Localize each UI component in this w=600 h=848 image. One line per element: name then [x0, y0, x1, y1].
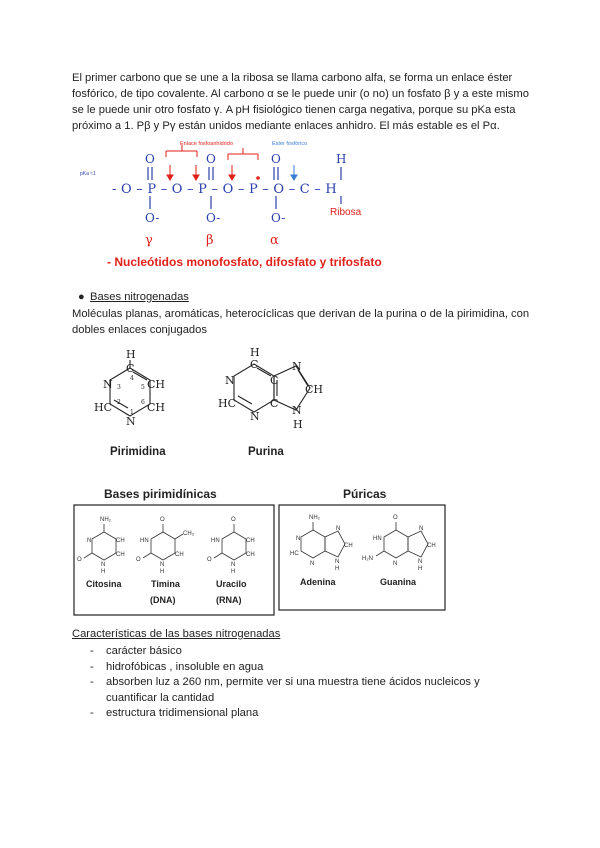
svg-text:H: H	[418, 566, 423, 572]
svg-text:CH: CH	[246, 538, 255, 544]
svg-text:N: N	[296, 536, 301, 542]
list-item: - absorben luz a 260 nm, permite ver si una muestra tiene ácidos nucleicos y cuantificar la cantidad	[90, 676, 480, 704]
svg-text:HC: HC	[94, 401, 113, 414]
svg-text:N: N	[250, 410, 260, 423]
svg-text:N: N	[292, 360, 302, 373]
svg-text:H: H	[126, 348, 136, 361]
nucleotides-caption: - Nucleótidos monofosfato, difosfato y trifosfato	[107, 255, 382, 269]
svg-text:4: 4	[130, 375, 134, 382]
svg-text:N: N	[101, 562, 106, 568]
timina-atoms	[136, 517, 195, 575]
list-item: - estructura tridimensional plana	[90, 707, 259, 719]
timina-note: (DNA)	[150, 595, 176, 605]
svg-text:H: H	[160, 569, 165, 575]
svg-text:CH: CH	[344, 543, 353, 549]
gamma-label: γ	[145, 233, 153, 248]
pirimidina-label: Pirimidina	[110, 446, 166, 458]
svg-text:CH: CH	[147, 401, 166, 414]
pka-label: pKa ≈1	[80, 171, 96, 177]
oxygen-bottom-gamma: O-	[145, 211, 160, 225]
timina-label: Timina	[151, 579, 180, 589]
ester-label: Ester fosfórico	[272, 141, 308, 147]
oxygen-top-gamma: O	[145, 152, 155, 166]
svg-text:2: 2	[117, 399, 121, 406]
adenina-label: Adenina	[300, 577, 336, 587]
chain-text: -O–P–O–P–O–P–O–C–H	[112, 182, 342, 197]
svg-text:NH₂: NH₂	[309, 515, 320, 521]
svg-text:N: N	[393, 561, 398, 567]
list-item: - hidrofóbicas , insoluble en agua	[90, 660, 264, 673]
svg-text:CH: CH	[175, 552, 184, 558]
svg-text:C: C	[250, 358, 259, 371]
uracilo-note: (RNA)	[216, 595, 242, 605]
pyrimidine-bases-title: Bases pirimidínicas	[104, 487, 217, 501]
svg-text:O: O	[77, 557, 82, 563]
bases-description: Moléculas planas, aromáticas, heterocíclicas que derivan de la purina o de la pirimidina, con dobles enlaces conjugados	[72, 308, 530, 336]
svg-text:5: 5	[141, 384, 145, 391]
svg-text:H: H	[293, 418, 303, 431]
svg-text:O: O	[136, 557, 141, 563]
svg-text:HC: HC	[290, 551, 299, 557]
svg-text:HN: HN	[140, 538, 149, 544]
svg-text:N: N	[419, 526, 424, 532]
svg-text:HN: HN	[211, 538, 220, 544]
hydrogen-top: H	[336, 152, 347, 166]
svg-text:N: N	[225, 374, 235, 387]
anhydride-label: Enlace fosfoanhidrido	[180, 141, 233, 147]
svg-text:H: H	[335, 566, 340, 572]
alpha-label: α	[270, 233, 279, 248]
svg-text:CH: CH	[427, 543, 436, 549]
oxygen-bottom-beta: O-	[206, 211, 221, 225]
svg-text:O: O	[160, 517, 165, 523]
svg-text:N: N	[418, 559, 423, 565]
uracilo-label: Uracilo	[216, 579, 247, 589]
svg-text:CH: CH	[147, 378, 166, 391]
svg-text:1: 1	[130, 409, 134, 416]
oxygen-bottom-alpha: O-	[271, 211, 286, 225]
svg-text:N: N	[87, 538, 92, 544]
svg-text:N: N	[160, 562, 165, 568]
svg-text:H: H	[250, 346, 260, 359]
adenina-atoms	[290, 515, 353, 572]
ribose-label: Ribosa	[330, 207, 362, 218]
characteristics-list	[72, 644, 532, 722]
purine-bases-title: Púricas	[343, 487, 387, 501]
bases-title: Bases nitrogenadas	[90, 291, 189, 303]
svg-text:N: N	[231, 562, 236, 568]
guanina-atoms	[362, 515, 436, 572]
svg-text:C: C	[126, 362, 135, 375]
svg-text:O: O	[393, 515, 398, 521]
svg-text:CH: CH	[246, 552, 255, 558]
svg-text:NH₂: NH₂	[100, 517, 111, 523]
svg-text:CH: CH	[116, 538, 125, 544]
svg-text:HN: HN	[373, 536, 382, 542]
svg-text:O: O	[207, 557, 212, 563]
svg-text:N: N	[336, 526, 341, 532]
characteristics-title: Características de las bases nitrogenadas	[72, 628, 281, 640]
svg-text:N: N	[335, 559, 340, 565]
uracilo-atoms	[207, 517, 255, 575]
svg-text:3: 3	[117, 384, 121, 391]
bullet-dot: ●	[78, 291, 85, 303]
intro-paragraph: El primer carbono que se une a la ribosa se llama carbono alfa, se forma un enlace éster fosfórico, de tipo covalente. Al carbono α se le puede unir (o no) un fosfato β y a este mismo se le puede unir otro fosfato γ. A pH fisiológico tienen carga negativa, porque su pKa esta próximo a 1. Pβ y Pγ están unidos mediante enlaces anhidro. El más estable es el Pα.	[72, 72, 529, 132]
purina-label: Purina	[248, 446, 284, 458]
svg-text:N: N	[310, 561, 315, 567]
svg-text:CH: CH	[305, 383, 324, 396]
svg-text:H: H	[101, 569, 106, 575]
citosina-label: Citosina	[86, 579, 122, 589]
svg-text:N: N	[126, 415, 136, 428]
svg-text:6: 6	[141, 399, 145, 406]
guanina-label: Guanina	[380, 577, 417, 587]
svg-text:H₂N: H₂N	[362, 556, 373, 562]
svg-text:C: C	[270, 397, 279, 410]
list-item: - carácter básico	[90, 645, 182, 657]
svg-text:O: O	[231, 517, 236, 523]
svg-text:HC: HC	[218, 397, 237, 410]
svg-text:CH: CH	[116, 552, 125, 558]
svg-text:N: N	[103, 378, 113, 391]
oxygen-top-beta: O	[206, 152, 216, 166]
svg-text:CH₃: CH₃	[183, 531, 195, 537]
oxygen-top-alpha: O	[271, 152, 281, 166]
svg-text:C: C	[270, 374, 279, 387]
citosina-atoms	[77, 517, 125, 575]
svg-text:H: H	[231, 569, 236, 575]
beta-label: β	[206, 233, 214, 248]
svg-text:N: N	[292, 404, 302, 417]
